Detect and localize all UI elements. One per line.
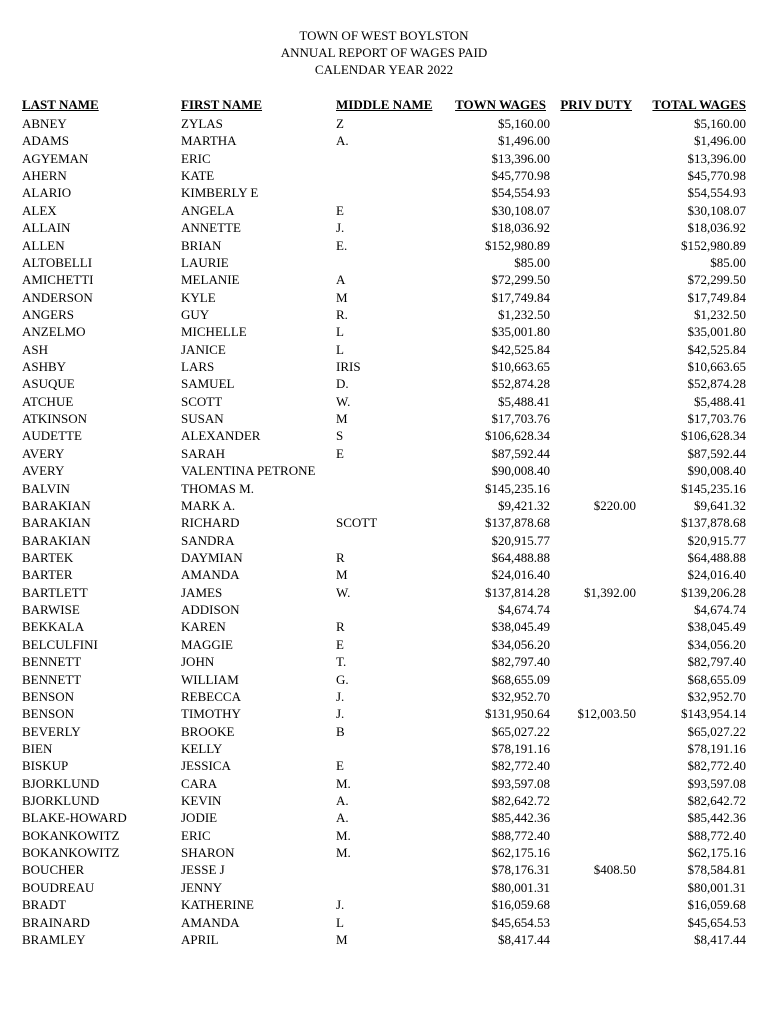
table-row — [0, 792, 768, 809]
table-row — [0, 184, 768, 201]
first-name-cell: SARAH — [181, 445, 226, 461]
town-wages-cell: $93,597.08 — [491, 775, 550, 791]
total-wages-cell: $1,496.00 — [694, 133, 746, 149]
first-name-cell: ERIC — [181, 150, 211, 166]
town-wages-cell: $88,772.40 — [491, 827, 550, 843]
town-wages-cell: $54,554.93 — [491, 185, 550, 201]
middle-name-cell: E — [336, 445, 344, 461]
first-name-cell: JESSICA — [181, 758, 231, 774]
middle-name-cell: S — [336, 428, 344, 444]
total-wages-cell: $87,592.44 — [687, 445, 746, 461]
table-row — [0, 705, 768, 722]
town-wages-cell: $30,108.07 — [491, 202, 550, 218]
town-wages-cell: $35,001.80 — [491, 324, 550, 340]
table-row — [0, 462, 768, 479]
table-row — [0, 549, 768, 566]
town-wages-cell: $68,655.09 — [491, 671, 550, 687]
total-wages-cell: $64,488.88 — [687, 549, 746, 565]
table-row — [0, 514, 768, 531]
town-wages-cell: $32,952.70 — [491, 688, 550, 704]
last-name-cell: ABNEY — [22, 116, 67, 131]
town-wages-cell: $82,642.72 — [491, 793, 550, 809]
last-name-cell: ANZELMO — [22, 324, 86, 340]
town-wages-cell: $62,175.16 — [491, 845, 550, 861]
town-wages-cell: $72,299.50 — [491, 272, 550, 288]
middle-name-cell: G. — [336, 671, 349, 687]
first-name-cell: REBECCA — [181, 688, 241, 704]
total-wages-cell: $54,554.93 — [687, 185, 746, 201]
last-name-cell: BARTLETT — [22, 584, 88, 600]
total-wages-cell: $4,674.74 — [694, 602, 746, 618]
report-header — [0, 27, 768, 78]
table-row — [0, 289, 768, 306]
table-row — [0, 584, 768, 601]
last-name-cell: BARWISE — [22, 602, 80, 618]
last-name-cell: ATCHUE — [22, 393, 74, 409]
total-wages-cell: $106,628.34 — [681, 428, 746, 444]
first-name-cell: JOHN — [181, 654, 215, 670]
town-wages-cell: $17,749.84 — [491, 289, 550, 305]
table-row — [0, 532, 768, 549]
last-name-cell: AVERY — [22, 463, 65, 479]
first-name-cell: CARA — [181, 775, 218, 791]
middle-name-cell: J. — [336, 220, 345, 236]
last-name-cell: BOKANKOWITZ — [22, 827, 120, 843]
first-name-cell: ALEXANDER — [181, 428, 261, 444]
table-row — [0, 254, 768, 271]
first-name-cell: JANICE — [181, 341, 226, 357]
middle-name-cell: R. — [336, 306, 348, 322]
town-wages-cell: $42,525.84 — [491, 341, 550, 357]
total-wages-cell: $30,108.07 — [687, 202, 746, 218]
table-row — [0, 271, 768, 288]
first-name-cell: MICHELLE — [181, 324, 247, 340]
last-name-cell: BEVERLY — [22, 723, 81, 739]
last-name-cell: BRAINARD — [22, 914, 90, 930]
town-wages-cell: $78,191.16 — [491, 740, 550, 756]
middle-name-cell: D. — [336, 376, 349, 392]
middle-name-cell: E — [336, 636, 344, 652]
town-wages-cell: $1,496.00 — [498, 133, 550, 149]
table-row — [0, 775, 768, 792]
town-wages-cell: $82,772.40 — [491, 758, 550, 774]
middle-name-cell: M. — [336, 775, 351, 791]
last-name-cell: BIEN — [22, 740, 53, 756]
table-row — [0, 601, 768, 618]
first-name-cell: KAREN — [181, 619, 226, 635]
total-wages-cell: $1,232.50 — [694, 306, 746, 322]
total-wages-cell: $85.00 — [710, 254, 746, 270]
middle-name-cell: M — [336, 411, 348, 427]
last-name-cell: BOUCHER — [22, 862, 85, 878]
last-name-cell: ASUQUE — [22, 376, 75, 392]
last-name-cell: ATKINSON — [22, 411, 87, 427]
total-wages-cell: $143,954.14 — [681, 706, 746, 722]
last-name-cell: BEKKALA — [22, 619, 85, 635]
town-wages-cell: $17,703.76 — [491, 411, 550, 427]
last-name-cell: BARAKIAN — [22, 515, 91, 531]
last-name-cell: ALLEN — [22, 237, 65, 253]
last-name-cell: BENNETT — [22, 654, 82, 670]
table-row — [0, 671, 768, 688]
table-row — [0, 844, 768, 861]
middle-name-cell: A. — [336, 133, 349, 149]
first-name-cell: AMANDA — [181, 567, 240, 583]
middle-name-cell: Z — [336, 116, 344, 131]
town-wages-cell: $52,874.28 — [491, 376, 550, 392]
middle-name-cell: B — [336, 723, 345, 739]
table-row — [0, 688, 768, 705]
town-wages-cell: $24,016.40 — [491, 567, 550, 583]
column-header-total-wages: TOTAL WAGES — [652, 97, 746, 112]
first-name-cell: MARK A. — [181, 497, 236, 513]
last-name-cell: AGYEMAN — [22, 150, 89, 166]
total-wages-cell: $139,206.28 — [681, 584, 746, 600]
report-town-title: TOWN OF WEST BOYLSTON — [299, 28, 469, 43]
last-name-cell: ALARIO — [22, 185, 72, 201]
table-row — [0, 618, 768, 635]
town-wages-cell: $10,663.65 — [491, 359, 550, 375]
total-wages-cell: $5,160.00 — [694, 116, 746, 131]
first-name-cell: KELLY — [181, 740, 223, 756]
middle-name-cell: A. — [336, 793, 349, 809]
table-row — [0, 341, 768, 358]
town-wages-cell: $145,235.16 — [485, 480, 550, 496]
middle-name-cell: W. — [336, 584, 351, 600]
first-name-cell: KIMBERLY E — [181, 185, 259, 201]
middle-name-cell: A — [336, 272, 346, 288]
first-name-cell: RICHARD — [181, 515, 240, 531]
town-wages-cell: $82,797.40 — [491, 654, 550, 670]
total-wages-cell: $93,597.08 — [687, 775, 746, 791]
table-row — [0, 566, 768, 583]
first-name-cell: BROOKE — [181, 723, 235, 739]
wages-table — [0, 115, 768, 948]
total-wages-cell: $9,641.32 — [694, 497, 746, 513]
last-name-cell: BALVIN — [22, 480, 70, 496]
town-wages-cell: $80,001.31 — [491, 879, 550, 895]
town-wages-cell: $85,442.36 — [491, 810, 550, 826]
priv-duty-cell: $408.50 — [593, 862, 636, 878]
last-name-cell: BARTEK — [22, 549, 74, 565]
last-name-cell: BLAKE-HOWARD — [22, 810, 127, 826]
last-name-cell: ANDERSON — [22, 289, 93, 305]
total-wages-cell: $5,488.41 — [694, 393, 746, 409]
table-row — [0, 219, 768, 236]
town-wages-cell: $16,059.68 — [491, 897, 550, 913]
town-wages-cell: $5,488.41 — [498, 393, 550, 409]
last-name-cell: AUDETTE — [22, 428, 82, 444]
report-title: ANNUAL REPORT OF WAGES PAID — [280, 45, 488, 60]
middle-name-cell: R — [336, 619, 345, 635]
first-name-cell: JESSE J — [181, 862, 225, 878]
town-wages-cell: $78,176.31 — [491, 862, 550, 878]
town-wages-cell: $9,421.32 — [498, 497, 550, 513]
first-name-cell: GUY — [181, 306, 210, 322]
total-wages-cell: $10,663.65 — [687, 359, 746, 375]
town-wages-cell: $4,674.74 — [498, 602, 550, 618]
table-row — [0, 723, 768, 740]
last-name-cell: BARAKIAN — [22, 497, 91, 513]
column-header-priv-duty: PRIV DUTY — [560, 97, 632, 112]
middle-name-cell: J. — [336, 688, 345, 704]
table-row — [0, 358, 768, 375]
table-row — [0, 861, 768, 878]
middle-name-cell: E. — [336, 237, 348, 253]
last-name-cell: BARAKIAN — [22, 532, 91, 548]
table-row — [0, 427, 768, 444]
column-header-first-name: FIRST NAME — [181, 97, 263, 112]
middle-name-cell: A. — [336, 810, 349, 826]
table-row — [0, 636, 768, 653]
total-wages-cell: $52,874.28 — [687, 376, 746, 392]
total-wages-cell: $82,772.40 — [687, 758, 746, 774]
town-wages-cell: $5,160.00 — [498, 116, 550, 131]
total-wages-cell: $65,027.22 — [687, 723, 746, 739]
middle-name-cell: SCOTT — [336, 515, 378, 531]
first-name-cell: SHARON — [181, 845, 235, 861]
town-wages-cell: $137,878.68 — [485, 515, 550, 531]
priv-duty-cell: $12,003.50 — [577, 706, 636, 722]
total-wages-cell: $85,442.36 — [687, 810, 746, 826]
middle-name-cell: J. — [336, 897, 345, 913]
first-name-cell: SCOTT — [181, 393, 223, 409]
last-name-cell: AVERY — [22, 445, 65, 461]
middle-name-cell: E — [336, 758, 344, 774]
first-name-cell: SANDRA — [181, 532, 235, 548]
total-wages-cell: $8,417.44 — [694, 931, 746, 947]
last-name-cell: ASH — [22, 341, 49, 357]
first-name-cell: JODIE — [181, 810, 218, 826]
table-row — [0, 827, 768, 844]
total-wages-cell: $82,642.72 — [687, 793, 746, 809]
first-name-cell: THOMAS M. — [181, 480, 254, 496]
priv-duty-cell: $220.00 — [593, 497, 636, 513]
town-wages-cell: $152,980.89 — [485, 237, 550, 253]
last-name-cell: BENSON — [22, 688, 75, 704]
middle-name-cell: T. — [336, 654, 347, 670]
total-wages-cell: $82,797.40 — [687, 654, 746, 670]
middle-name-cell: M. — [336, 827, 351, 843]
town-wages-cell: $45,770.98 — [491, 168, 550, 184]
last-name-cell: BELCULFINI — [22, 636, 98, 652]
first-name-cell: KEVIN — [181, 793, 222, 809]
total-wages-cell: $80,001.31 — [687, 879, 746, 895]
table-row — [0, 480, 768, 497]
town-wages-cell: $65,027.22 — [491, 723, 550, 739]
table-row — [0, 115, 768, 132]
total-wages-cell: $20,915.77 — [687, 532, 746, 548]
total-wages-cell: $17,749.84 — [687, 289, 746, 305]
column-header-middle-name: MIDDLE NAME — [336, 97, 433, 112]
last-name-cell: BRADT — [22, 897, 67, 913]
middle-name-cell: IRIS — [336, 359, 361, 375]
last-name-cell: BARTER — [22, 567, 73, 583]
table-row — [0, 497, 768, 514]
first-name-cell: TIMOTHY — [181, 706, 241, 722]
total-wages-cell: $88,772.40 — [687, 827, 746, 843]
town-wages-cell: $106,628.34 — [485, 428, 550, 444]
total-wages-cell: $32,952.70 — [687, 688, 746, 704]
table-row — [0, 809, 768, 826]
last-name-cell: ANGERS — [22, 306, 75, 322]
table-row — [0, 410, 768, 427]
middle-name-cell: J. — [336, 706, 345, 722]
total-wages-cell: $145,235.16 — [681, 480, 746, 496]
total-wages-cell: $17,703.76 — [687, 411, 746, 427]
first-name-cell: ZYLAS — [181, 116, 223, 131]
town-wages-cell: $87,592.44 — [491, 445, 550, 461]
first-name-cell: ANNETTE — [181, 220, 241, 236]
table-row — [0, 167, 768, 184]
first-name-cell: KATHERINE — [181, 897, 254, 913]
first-name-cell: WILLIAM — [181, 671, 239, 687]
total-wages-cell: $18,036.92 — [687, 220, 746, 236]
table-row — [0, 653, 768, 670]
table-row — [0, 393, 768, 410]
total-wages-cell: $45,770.98 — [687, 168, 746, 184]
last-name-cell: BOUDREAU — [22, 879, 95, 895]
town-wages-cell: $90,008.40 — [491, 463, 550, 479]
middle-name-cell: L — [336, 341, 344, 357]
table-row — [0, 132, 768, 149]
total-wages-cell: $24,016.40 — [687, 567, 746, 583]
table-row — [0, 150, 768, 167]
table-row — [0, 306, 768, 323]
middle-name-cell: L — [336, 914, 344, 930]
first-name-cell: ERIC — [181, 827, 211, 843]
town-wages-cell: $85.00 — [514, 254, 550, 270]
first-name-cell: VALENTINA PETRONE — [181, 463, 316, 479]
table-row — [0, 323, 768, 340]
first-name-cell: LAURIE — [181, 254, 229, 270]
report-year: CALENDAR YEAR 2022 — [314, 62, 454, 77]
middle-name-cell: L — [336, 324, 344, 340]
total-wages-cell: $34,056.20 — [687, 636, 746, 652]
town-wages-cell: $45,654.53 — [491, 914, 550, 930]
town-wages-cell: $20,915.77 — [491, 532, 550, 548]
town-wages-cell: $1,232.50 — [498, 306, 550, 322]
first-name-cell: AMANDA — [181, 914, 240, 930]
last-name-cell: ALEX — [22, 202, 57, 218]
middle-name-cell: M — [336, 567, 348, 583]
total-wages-cell: $78,584.81 — [687, 862, 746, 878]
last-name-cell: BJORKLUND — [22, 775, 100, 791]
town-wages-cell: $13,396.00 — [491, 150, 550, 166]
first-name-cell: MAGGIE — [181, 636, 233, 652]
middle-name-cell: R — [336, 549, 345, 565]
table-row — [0, 879, 768, 896]
total-wages-cell: $78,191.16 — [687, 740, 746, 756]
first-name-cell: MELANIE — [181, 272, 240, 288]
total-wages-cell: $152,980.89 — [681, 237, 746, 253]
last-name-cell: AMICHETTI — [22, 272, 94, 288]
table-row — [0, 896, 768, 913]
first-name-cell: KYLE — [181, 289, 216, 305]
last-name-cell: ALTOBELLI — [22, 254, 93, 270]
table-row — [0, 740, 768, 757]
town-wages-cell: $137,814.28 — [485, 584, 550, 600]
first-name-cell: BRIAN — [181, 237, 222, 253]
table-row — [0, 375, 768, 392]
column-header-last-name: LAST NAME — [22, 97, 99, 112]
last-name-cell: BRAMLEY — [22, 931, 86, 947]
total-wages-cell: $45,654.53 — [687, 914, 746, 930]
last-name-cell: BOKANKOWITZ — [22, 845, 120, 861]
first-name-cell: ADDISON — [181, 602, 240, 618]
table-row — [0, 914, 768, 931]
last-name-cell: BENNETT — [22, 671, 82, 687]
total-wages-cell: $13,396.00 — [687, 150, 746, 166]
table-row — [0, 237, 768, 254]
middle-name-cell: E — [336, 202, 344, 218]
middle-name-cell: M — [336, 931, 348, 947]
first-name-cell: JAMES — [181, 584, 223, 600]
first-name-cell: LARS — [181, 359, 215, 375]
total-wages-cell: $42,525.84 — [687, 341, 746, 357]
town-wages-cell: $34,056.20 — [491, 636, 550, 652]
town-wages-cell: $131,950.64 — [485, 706, 550, 722]
first-name-cell: SUSAN — [181, 411, 224, 427]
table-row — [0, 445, 768, 462]
town-wages-cell: $8,417.44 — [498, 931, 550, 947]
total-wages-cell: $38,045.49 — [687, 619, 746, 635]
first-name-cell: APRIL — [181, 931, 219, 947]
column-header-town-wages: TOWN WAGES — [455, 97, 546, 112]
table-row — [0, 931, 768, 948]
first-name-cell: SAMUEL — [181, 376, 235, 392]
total-wages-cell: $35,001.80 — [687, 324, 746, 340]
first-name-cell: DAYMIAN — [181, 549, 243, 565]
total-wages-cell: $62,175.16 — [687, 845, 746, 861]
last-name-cell: BISKUP — [22, 758, 69, 774]
first-name-cell: ANGELA — [181, 202, 235, 218]
total-wages-cell: $16,059.68 — [687, 897, 746, 913]
town-wages-cell: $64,488.88 — [491, 549, 550, 565]
town-wages-cell: $18,036.92 — [491, 220, 550, 236]
last-name-cell: BENSON — [22, 706, 75, 722]
table-row — [0, 202, 768, 219]
middle-name-cell: M. — [336, 845, 351, 861]
total-wages-cell: $72,299.50 — [687, 272, 746, 288]
first-name-cell: MARTHA — [181, 133, 237, 149]
town-wages-cell: $38,045.49 — [491, 619, 550, 635]
last-name-cell: ASHBY — [22, 359, 67, 375]
middle-name-cell: M — [336, 289, 348, 305]
total-wages-cell: $90,008.40 — [687, 463, 746, 479]
last-name-cell: BJORKLUND — [22, 793, 100, 809]
last-name-cell: ALLAIN — [22, 220, 71, 236]
total-wages-cell: $137,878.68 — [681, 515, 746, 531]
priv-duty-cell: $1,392.00 — [584, 584, 636, 600]
first-name-cell: JENNY — [181, 879, 223, 895]
total-wages-cell: $68,655.09 — [687, 671, 746, 687]
first-name-cell: KATE — [181, 168, 215, 184]
last-name-cell: ADAMS — [22, 133, 69, 149]
last-name-cell: AHERN — [22, 168, 67, 184]
middle-name-cell: W. — [336, 393, 351, 409]
table-row — [0, 757, 768, 774]
